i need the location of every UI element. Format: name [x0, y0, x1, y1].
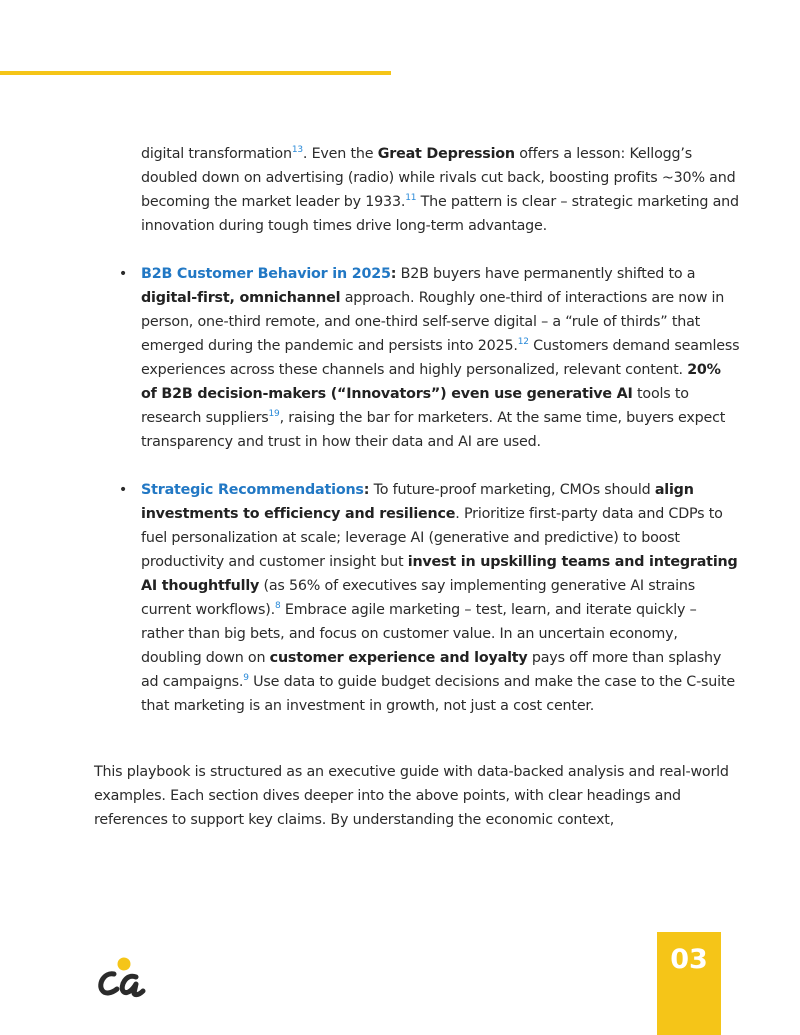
- footnote-ref: 9: [243, 673, 249, 683]
- text-run: Use data to guide budget decisions and make the case to the C-suite that marketing is an investment in growth, not just a cost center.: [141, 674, 735, 714]
- bullet-strategic-recommendations: [118, 478, 741, 718]
- heading-colon: :: [363, 482, 370, 498]
- bullet-text: [141, 478, 741, 718]
- text-run: . Prioritize first-party data and CDPs to fuel personalization at scale; leverage AI (generative and predictive) to boost productivity and customer insight but: [141, 506, 723, 570]
- text-run: (as 56% of executives say implementing generative AI strains current workflows).: [141, 578, 696, 618]
- text-run: tools to research suppliers: [141, 386, 689, 426]
- page-number-box: [657, 932, 721, 1035]
- text-run: , raising the bar for marketers. At the same time, buyers expect transparency and trust in how their data and AI are used.: [141, 410, 726, 450]
- bullet-text: [141, 262, 741, 454]
- bold-text: digital-first, omnichannel: [141, 290, 341, 306]
- bullet-heading: Strategic Recommendations: [141, 482, 364, 498]
- intro-paragraph: [141, 142, 741, 238]
- bullet-b2-customer-behavior: [118, 262, 741, 454]
- bold-text: align investments to efficiency and resilience: [141, 482, 694, 522]
- bullet-heading: B2B Customer Behavior in 2025: [141, 266, 391, 282]
- text-run: The pattern is clear – strategic marketing and innovation during tough times drive long-term advantage.: [141, 194, 739, 234]
- text-run: digital transformation: [141, 146, 292, 162]
- text-run: approach. Roughly one-third of interactions are now in person, one-third remote, and one-third self-serve digital – a “rule of thirds” that emerged during the pandemic and persists into 2025.: [141, 290, 725, 354]
- text-run: Customers demand seamless experiences across these channels and highly personalized, relevant content.: [141, 338, 740, 378]
- footnote-ref: 13: [291, 145, 303, 155]
- footnote-ref: 12: [517, 337, 529, 347]
- text-run: . Even the: [302, 146, 378, 162]
- ca-logo-icon: [96, 956, 148, 998]
- closing-paragraph: This playbook is structured as an executive guide with data-backed analysis and real-world examples. Each section dives deeper into the above points, with clear headings and references to support key claims. By understanding the economic context,: [94, 764, 729, 828]
- heading-colon: :: [390, 266, 397, 282]
- footnote-ref: 11: [405, 193, 417, 203]
- text-run: offers a lesson: Kellogg’s doubled down on advertising (radio) while rivals cut back, boosting profits ~30% and becoming the market leader by 1933.: [141, 146, 736, 210]
- footnote-ref: 19: [268, 409, 280, 419]
- bold-text: 20% of B2B decision-makers (“Innovators”) even use generative AI: [141, 362, 721, 402]
- footnote-ref: 8: [274, 601, 281, 611]
- text-run: B2B buyers have permanently shifted to a: [396, 266, 696, 282]
- header-accent-rule: [0, 71, 391, 75]
- bold-text: invest in upskilling teams and integrating AI thoughtfully: [141, 554, 738, 594]
- page-number: 03: [670, 944, 708, 975]
- text-run: pays off more than splashy ad campaigns.: [141, 650, 722, 690]
- bullet-marker: •: [118, 482, 128, 498]
- bullet-marker: •: [118, 266, 128, 282]
- text-run: Embrace agile marketing – test, learn, and iterate quickly – rather than big bets, and focus on customer value. In an uncertain economy, doubling down on: [141, 602, 697, 666]
- text-run: To future-proof marketing, CMOs should: [369, 482, 655, 498]
- bold-text: customer experience and loyalty: [269, 650, 528, 666]
- bold-text: Great Depression: [377, 146, 515, 162]
